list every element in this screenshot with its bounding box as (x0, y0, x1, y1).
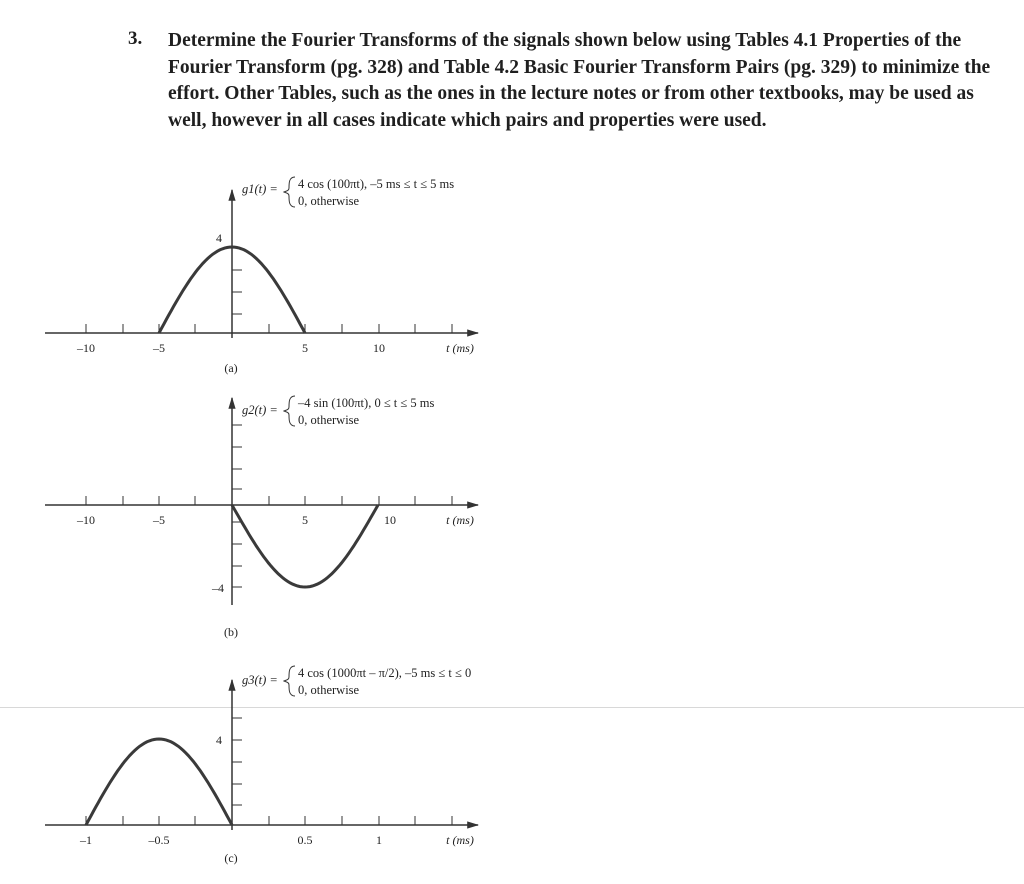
figure-c (45, 666, 478, 865)
x-tick-marks (86, 324, 452, 333)
figure-a (45, 177, 478, 375)
x-tick-label: –0.5 (148, 833, 170, 847)
figure-b (45, 396, 478, 639)
piecewise-brace (284, 396, 295, 426)
x-tick-label: –1 (80, 833, 92, 847)
problem-number: 3. (128, 28, 143, 49)
piecewise-brace (284, 666, 295, 696)
x-axis-label: t (ms) (446, 513, 474, 527)
x-tick-marks (86, 496, 452, 505)
x-tick-label: 10 (373, 341, 385, 355)
function-label: g3(t) = (242, 673, 278, 687)
figure-caption: (c) (224, 851, 238, 865)
x-tick-label: 5 (302, 341, 308, 355)
piecewise-brace (284, 177, 295, 207)
case-definition: 4 cos (100πt), –5 ms ≤ t ≤ 5 ms (298, 177, 455, 191)
x-tick-label: 1 (376, 833, 382, 847)
x-tick-label: –10 (77, 341, 95, 355)
case-otherwise: 0, otherwise (298, 194, 360, 208)
x-tick-label: 10 (384, 513, 396, 527)
case-definition: 4 cos (1000πt – π/2), –5 ms ≤ t ≤ 0 (298, 666, 472, 680)
y-tick-label: 4 (216, 231, 222, 245)
x-axis-label: t (ms) (446, 341, 474, 355)
x-tick-label: –10 (77, 513, 95, 527)
function-label: g1(t) = (242, 182, 278, 196)
x-tick-label: 0.5 (297, 833, 313, 847)
signal-curve (86, 739, 232, 825)
x-axis-label: t (ms) (446, 833, 474, 847)
x-tick-label: –5 (153, 341, 165, 355)
figure-caption: (a) (224, 361, 238, 375)
y-tick-label: –4 (212, 581, 224, 595)
case-otherwise: 0, otherwise (298, 683, 360, 697)
y-tick-marks (232, 718, 242, 805)
x-tick-label: –5 (153, 513, 165, 527)
problem-text: Determine the Fourier Transforms of the signals shown below using Tables 4.1 Properties of the Fourier Transform (pg. 328) and Table 4.2 Basic Fourier Transform Pairs (pg. 329) to minimize the effort. Other Tables, such as the ones in the lecture notes or from other textbooks, may be used as well, however in all cases indicate which pairs and properties were used. (168, 30, 991, 131)
function-label: g2(t) = (242, 403, 278, 417)
x-tick-label: 5 (302, 513, 308, 527)
y-tick-label: 4 (216, 733, 222, 747)
x-tick-marks (86, 816, 452, 825)
case-definition: –4 sin (100πt), 0 ≤ t ≤ 5 ms (298, 396, 435, 410)
figure-caption: (b) (224, 625, 238, 639)
y-tick-marks (232, 248, 242, 314)
case-otherwise: 0, otherwise (298, 413, 360, 427)
